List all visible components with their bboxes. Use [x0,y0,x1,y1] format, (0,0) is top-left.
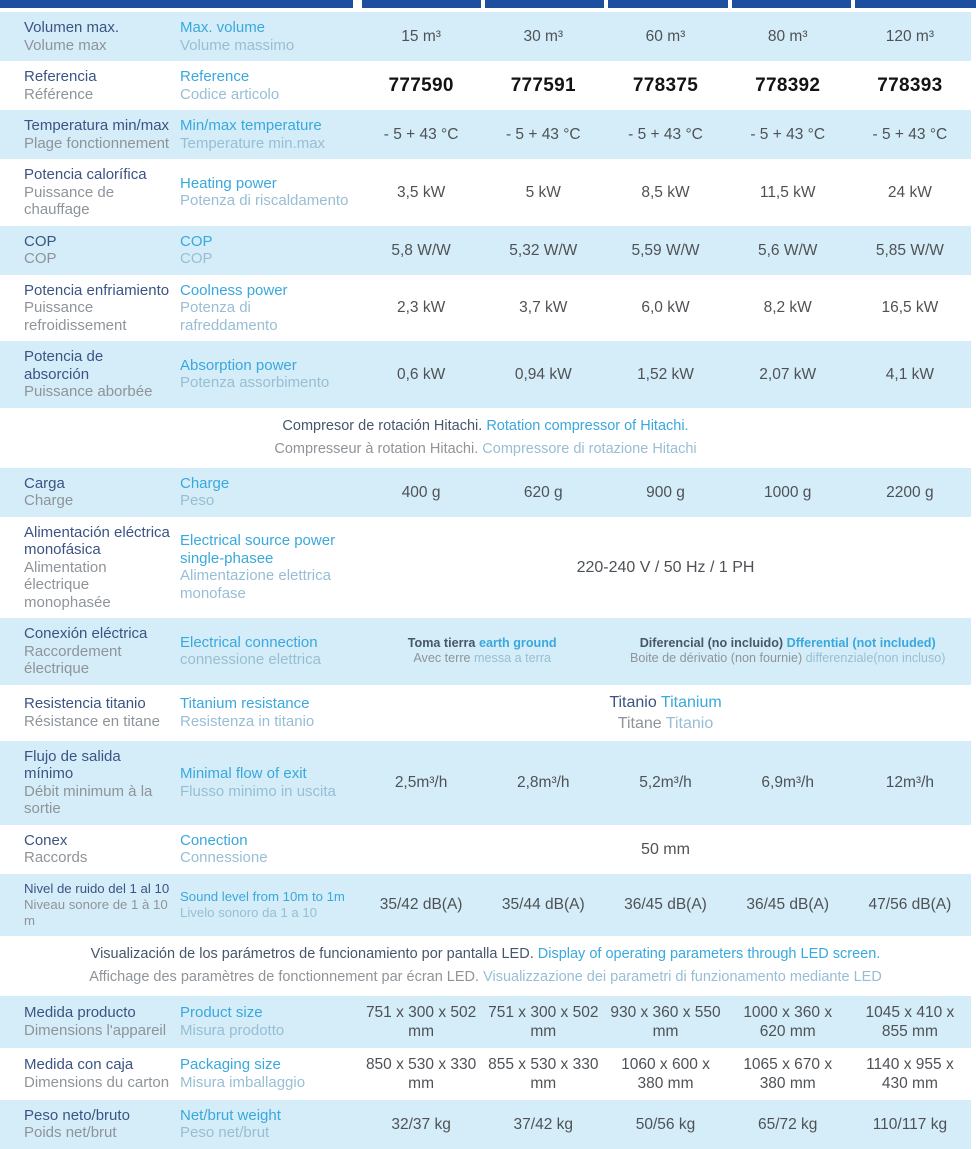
merged-value: 220-240 V / 50 Hz / 1 PH [576,558,755,576]
rich-it: Titanio [665,714,714,732]
spec-row [0,1048,971,1100]
row-label-primary [0,832,180,867]
spec-value: 11,5 kW [759,183,816,201]
row-label-translation [180,1004,360,1039]
row-label-translation [180,357,360,392]
spec-value: 4,1 kW [885,365,934,383]
row-label-translation [180,889,360,921]
row-label-translation [180,233,360,268]
spec-row [0,618,971,685]
row-label-translation [180,475,360,510]
table-body [0,12,976,1149]
label-it: Livelo sonoro da 1 a 10 [180,904,318,920]
label-it: Peso [180,492,215,509]
label-en: Sound level from 10m to 1m [180,888,345,904]
spec-value: 65/72 kg [757,1115,818,1133]
note-en: Display of operating parameters through LED screen. [537,945,881,962]
spec-row [0,1100,971,1149]
row-label-translation [180,695,360,730]
label-es: Potencia de absorción [24,348,104,383]
label-fr: Charge [24,492,74,509]
spec-row [0,110,971,159]
spec-value: 5,8 W/W [391,241,451,259]
spec-value: 1060 x 600 x 380 mm [621,1055,710,1092]
split-right-line-2 [630,651,946,667]
note-fr: Affichage des paramètres de fonctionnement par écran LED. [89,968,480,985]
header-bar-model-5 [855,0,976,8]
spec-value: 35/44 dB(A) [501,896,585,913]
split-right-en: Dfferential (not included) [786,635,936,650]
label-it: Resistenza in titanio [180,712,315,730]
note-text [0,943,971,989]
spec-value: 60 m³ [645,28,686,45]
label-it: Flusso minimo in uscita [180,782,336,800]
label-it: Misura imballaggio [180,1073,306,1091]
spec-value: 35/42 dB(A) [379,896,463,913]
label-fr: Puissance de chauffage [24,183,115,218]
row-label-translation [180,68,360,103]
label-en: Minimal flow of exit [180,765,307,782]
header-bar-labels [0,0,353,8]
label-es: Potencia enfriamiento [24,281,170,299]
label-es: Medida producto [24,1004,136,1021]
note-row [0,936,971,996]
label-en: Heating power [180,174,277,192]
note-text [0,415,971,461]
row-label-primary [0,1004,180,1039]
label-it: Codice articolo [180,85,280,103]
row-label-primary [0,68,180,103]
row-label-primary [0,282,180,335]
note-es: Visualización de los parámetros de funcionamiento por pantalla LED. [90,945,534,962]
spec-value: - 5 + 43 °C [750,126,826,143]
split-right-it: differenziale(non incluso) [805,651,946,666]
label-en: Max. volume [180,19,266,36]
row-label-primary [0,19,180,54]
row-label-primary [0,117,180,152]
split-left-en: earth ground [478,635,557,650]
label-en: Absorption power [180,356,297,374]
note-line-1 [282,415,688,438]
row-label-primary [0,625,180,678]
label-fr: Résistance en titane [24,712,160,730]
label-en: Net/brut weight [180,1106,281,1124]
row-label-primary [0,166,180,219]
row-label-translation [180,832,360,867]
spec-value: - 5 + 43 °C [383,126,459,143]
spec-value: 32/37 kg [391,1115,451,1133]
label-en: Titanium resistance [180,695,310,712]
spec-value: 50/56 kg [635,1115,696,1133]
spec-value: 850 x 530 x 330 mm [365,1055,477,1092]
label-fr: Référence [24,85,94,103]
row-label-primary [0,695,180,730]
header-bar-model-1 [362,0,481,8]
label-fr: Dimensions l'appareil [24,1021,167,1039]
label-es: Alimentación eléctrica monofásica [24,523,170,558]
split-left-it: messa a terra [474,651,552,666]
row-label-primary [0,233,180,268]
label-en: Electrical source power single-phasee [180,532,336,567]
label-es: Peso neto/bruto [24,1106,130,1124]
spec-value: 8,2 kW [763,299,812,317]
spec-value: 620 g [523,483,563,501]
row-label-translation [180,117,360,152]
label-es: Resistencia titanio [24,695,146,712]
spec-value: 6,9m³/h [761,774,814,791]
spec-row [0,61,971,110]
spec-value: 930 x 360 x 550 mm [610,1003,721,1040]
label-fr: Poids net/brut [24,1124,117,1141]
note-es: Compresor de rotación Hitachi. [282,417,483,434]
rich-en: Titanium [660,693,722,711]
spec-value: 2200 g [886,483,934,501]
spec-value: 900 g [646,483,685,501]
label-fr: Puissance aborbée [24,383,153,400]
reference-number: 778393 [877,75,943,96]
reference-number: 778392 [755,75,821,96]
spec-value: 2,3 kW [396,299,446,317]
reference-number: 777591 [510,75,576,96]
split-right-fr: Boite de dérivatio (non fournie) [629,651,803,666]
row-label-translation [180,765,360,800]
note-row [0,408,971,468]
spec-value: 2,5m³/h [394,774,448,791]
spec-value: 855 x 530 x 330 mm [488,1055,599,1092]
row-label-translation [180,175,360,210]
label-fr: Dimensions du carton [24,1073,170,1091]
label-fr: Débit minimum à la sortie [24,782,153,817]
merged-value: 50 mm [641,840,690,858]
label-en: Electrical connection [180,633,318,651]
spec-value: 0,6 kW [396,365,446,383]
spec-row [0,741,971,825]
spec-value: 3,7 kW [519,299,568,317]
spec-value: 15 m³ [401,28,441,45]
label-it: Potenza di riscaldamento [180,192,349,210]
row-label-primary [0,348,180,401]
note-line-2 [89,966,882,989]
label-es: Referencia [24,68,97,85]
spec-value: 5 kW [525,183,561,201]
label-es: Conexión eléctrica [24,625,148,642]
spec-value: 1140 x 955 x 430 mm [866,1055,954,1092]
spec-value: 16,5 kW [881,299,939,317]
spec-value: 24 kW [887,183,932,201]
split-left-es: Toma tierra [407,635,476,650]
spec-row [0,159,971,226]
spec-value: 1000 x 360 x 620 mm [743,1003,833,1040]
label-fr: Volume max [24,36,107,54]
header-bar-model-2 [485,0,604,8]
spec-value: 5,6 W/W [757,241,818,259]
label-en: Charge [180,474,230,492]
label-en: Min/max temperature [180,117,322,134]
label-it: Potenza di rafreddamento [180,299,278,334]
note-line-1 [91,943,881,966]
spec-value: 3,5 kW [396,183,446,201]
label-fr: COP [24,250,57,267]
spec-value: 36/45 dB(A) [746,896,830,913]
label-en: Product size [180,1004,263,1021]
row-label-translation [180,532,360,602]
spec-value: 120 m³ [885,28,935,45]
rich-line-1 [609,692,721,713]
label-es: Carga [24,474,65,492]
label-es: COP [24,232,57,250]
rich-es: Titanio [609,693,657,711]
spec-value: 0,94 kW [514,365,572,383]
label-es: Nivel de ruido del 1 al 10 [24,880,170,896]
row-label-translation [180,19,360,54]
spec-value: 2,07 kW [759,365,817,383]
spec-value: 1045 x 410 x 855 mm [865,1003,955,1040]
label-es: Volumen max. [24,19,120,36]
spec-value: 12m³/h [885,774,935,791]
note-it: Compressore di rotazione Hitachi [482,440,697,457]
spec-row [0,341,971,408]
table-header-bars [0,0,976,8]
label-es: Medida con caja [24,1056,134,1073]
spec-value: 5,59 W/W [631,241,700,259]
spec-value: 80 m³ [767,28,808,45]
label-es: Conex [24,831,68,849]
header-bar-model-4 [732,0,851,8]
label-it: Connessione [180,849,268,866]
label-it: Volume massimo [180,36,295,54]
label-en: COP [180,232,213,250]
split-right-es: Diferencial (no incluido) [639,635,784,650]
row-label-primary [0,475,180,510]
reference-number: 778375 [632,75,699,96]
label-fr: Raccords [24,849,88,866]
label-it: Misura prodotto [180,1021,285,1039]
spec-row [0,825,971,874]
label-fr: Niveau sonore de 1 à 10 m [24,896,168,928]
label-it: Temperature min.max [180,134,326,152]
label-es: Potencia calorífica [24,166,147,183]
reference-number: 777590 [388,75,454,96]
row-label-translation [180,1056,360,1091]
spec-value: 5,85 W/W [875,241,944,259]
spec-value: 47/56 dB(A) [868,896,952,913]
spec-value: 1,52 kW [637,365,694,383]
spec-row [0,226,971,275]
spec-value: 8,5 kW [641,183,690,201]
note-en: Rotation compressor of Hitachi. [486,417,689,434]
row-label-primary [0,524,180,612]
spec-value: 1000 g [763,483,812,501]
spec-value: 36/45 dB(A) [624,896,707,913]
label-it: Peso net/brut [180,1124,270,1141]
row-label-primary [0,1107,180,1142]
split-cell-left [360,636,604,667]
label-fr: Plage fonctionnement [24,134,170,152]
spec-value: - 5 + 43 °C [872,126,948,143]
label-es: Flujo de salida mínimo [24,747,121,782]
rich-fr: Titane [617,714,662,732]
label-en: Reference [180,68,250,85]
spec-value: 751 x 300 x 502 mm [365,1003,477,1040]
split-left-line-1 [408,636,557,652]
row-label-primary [0,881,180,929]
label-it: Potenza assorbimento [180,374,330,392]
spec-row [0,517,971,619]
split-right-line-1 [640,636,936,652]
row-label-translation [180,634,360,669]
row-label-primary [0,1056,180,1091]
spec-row [0,996,971,1048]
split-left-line-2 [413,651,551,667]
row-label-primary [0,748,180,818]
label-fr: Puissance refroidissement [24,299,127,334]
header-bar-model-3 [608,0,727,8]
label-it: connessione elettrica [180,651,321,669]
spec-value: 2,8m³/h [517,774,570,791]
label-it: COP [180,250,213,267]
spec-value: 6,0 kW [641,299,690,317]
spec-value: 400 g [401,483,441,501]
spec-row [0,275,971,342]
label-es: Temperatura min/max [24,117,170,134]
spec-value: 37/42 kg [513,1115,574,1133]
rich-line-2 [618,713,713,734]
note-fr: Compresseur à rotation Hitachi. [274,440,479,457]
label-fr: Raccordement électrique [24,642,122,677]
note-it: Visualizzazione dei parametri di funzionamento mediante LED [483,968,882,985]
row-label-translation [180,1107,360,1142]
spec-row [0,12,971,61]
spec-value: 110/117 kg [872,1115,948,1133]
spec-value: 751 x 300 x 502 mm [488,1003,599,1040]
label-en: Packaging size [180,1056,281,1073]
spec-row [0,468,971,517]
label-en: Coolness power [180,281,288,299]
spec-value: 5,32 W/W [509,241,578,259]
note-line-2 [274,438,696,461]
spec-value: 1065 x 670 x 380 mm [743,1055,833,1092]
label-en: Conection [180,831,248,849]
spec-row [0,685,971,741]
split-cell-right [604,636,971,667]
spec-value: - 5 + 43 °C [628,126,703,143]
spec-value: 30 m³ [523,28,564,45]
spec-value: - 5 + 43 °C [505,126,581,143]
label-it: Alimentazione elettrica monofase [180,567,331,602]
merged-rich-value [360,692,971,734]
spec-value: 5,2m³/h [639,774,692,791]
label-fr: Alimentation électrique monophasée [24,558,111,611]
row-label-translation [180,282,360,335]
split-left-fr: Avec terre [413,651,471,666]
spec-row [0,874,971,936]
